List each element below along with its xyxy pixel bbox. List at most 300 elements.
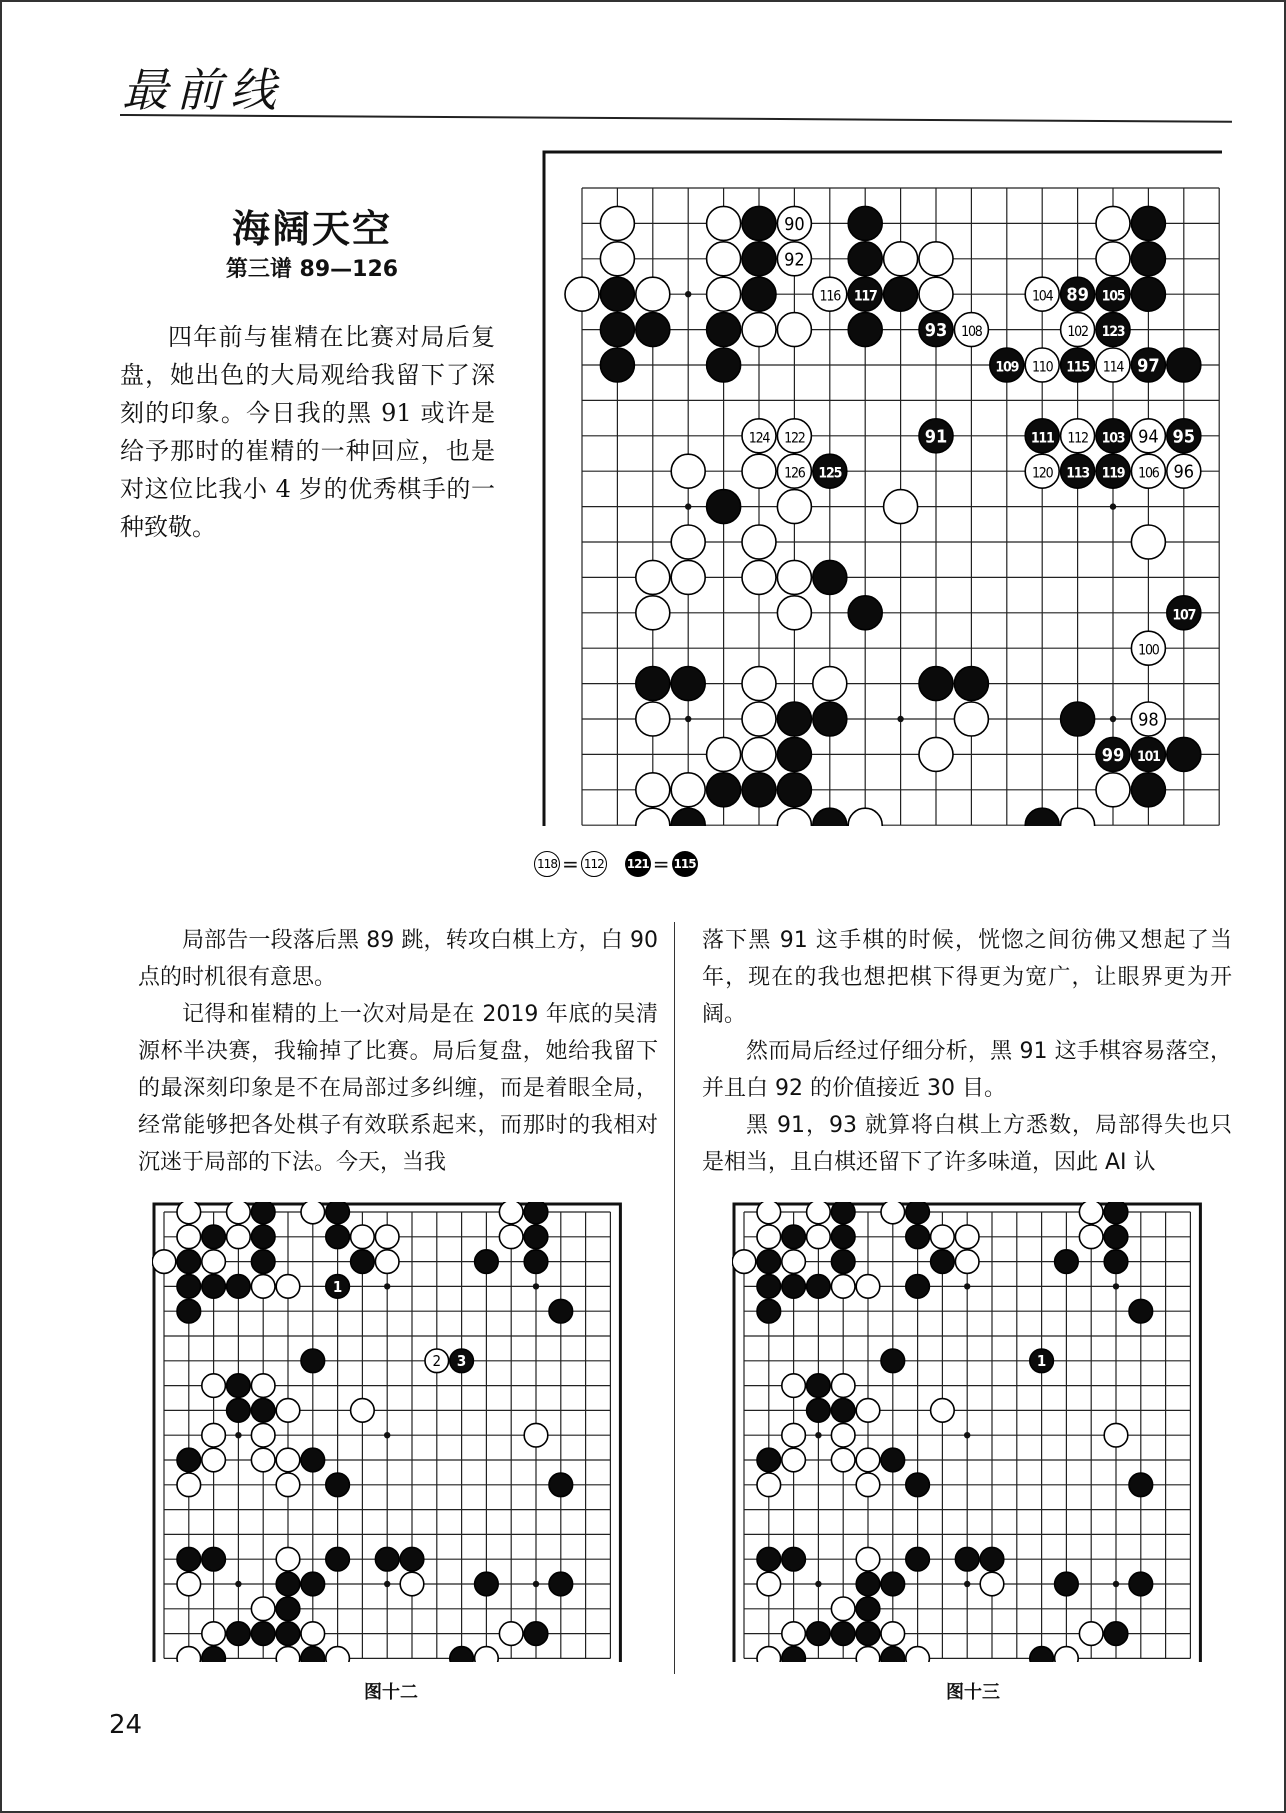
white-stone — [177, 1202, 201, 1224]
white-stone — [777, 313, 811, 347]
white-stone — [742, 525, 776, 559]
star-point — [1113, 1581, 1119, 1587]
white-stone — [202, 1374, 226, 1398]
move-number: 107 — [1172, 607, 1196, 624]
move-number: 91 — [924, 426, 948, 448]
move-number: 102 — [1067, 324, 1088, 341]
white-stone — [636, 596, 670, 630]
black-stone — [636, 313, 670, 347]
black-stone — [251, 1399, 275, 1423]
black-stone — [671, 667, 705, 701]
white-stone — [600, 206, 634, 240]
white-stone — [251, 1448, 275, 1472]
white-stone — [831, 1423, 855, 1447]
numbered-white-stone — [425, 1349, 449, 1373]
move-number: 123 — [1101, 324, 1125, 341]
star-point — [384, 1283, 390, 1289]
black-stone — [848, 313, 882, 347]
white-stone — [856, 1275, 880, 1299]
black-stone — [881, 1572, 905, 1596]
star-point — [964, 1432, 970, 1438]
white-stone — [671, 560, 705, 594]
move-number: 124 — [748, 430, 770, 447]
star-point — [1110, 503, 1116, 509]
black-stone — [276, 1622, 300, 1646]
move-number: 114 — [1102, 359, 1124, 376]
white-stone — [276, 1275, 300, 1299]
numbered-black-stone — [1025, 419, 1059, 453]
paragraph: 记得和崔精的上一次对局是在 2019 年底的吴清源杯半决赛，我输掉了比赛。局后复盘，她给我留下的最深刻印象是不在局部过多纠缠，而是着眼全局，经常能够把各处棋子有效联系起来，而那时的我相对沉迷于局部的下法。今天，当我 — [138, 1002, 658, 1175]
black-stone — [931, 1250, 955, 1274]
white-stone — [777, 596, 811, 630]
black-stone — [881, 1448, 905, 1472]
black-stone — [906, 1547, 930, 1571]
star-point — [235, 1581, 241, 1587]
white-stone — [955, 1225, 979, 1249]
black-stone — [807, 1622, 831, 1646]
white-stone — [856, 1399, 880, 1423]
black-stone — [177, 1448, 201, 1472]
move-number: 98 — [1138, 709, 1159, 731]
star-point — [685, 291, 691, 297]
white-stone — [707, 737, 741, 771]
black-stone — [807, 1275, 831, 1299]
star-point — [685, 503, 691, 509]
black-stone — [1104, 1225, 1128, 1249]
white-stone — [782, 1374, 806, 1398]
black-stone — [856, 1572, 880, 1596]
black-stone — [227, 1399, 251, 1423]
white-stone — [276, 1547, 300, 1571]
right-column-text — [702, 922, 1232, 1181]
numbered-black-stone — [990, 348, 1024, 382]
move-number: 2 — [432, 1352, 442, 1371]
white-stone — [400, 1572, 424, 1596]
header-rule — [120, 114, 1232, 123]
white-stone — [1079, 1202, 1103, 1224]
black-stone — [782, 1225, 806, 1249]
intro-paragraph: 四年前与崔精在比赛对局后复盘，她出色的大局观给我留下了深刻的印象。今日我的黑 91 或许是给予那时的崔精的一种回应，也是对这位比我小 4 岁的优秀棋手的一种致敬。 — [120, 323, 495, 541]
white-stone — [202, 1423, 226, 1447]
numbered-black-stone — [848, 277, 882, 311]
black-stone — [777, 737, 811, 771]
black-stone — [1131, 773, 1165, 807]
legend-black-stone: 115 — [672, 851, 698, 877]
move-number: 122 — [784, 430, 805, 447]
legend-white-stone: 118 — [534, 851, 560, 877]
move-number: 103 — [1101, 430, 1125, 447]
black-stone — [906, 1275, 930, 1299]
move-number: 93 — [924, 320, 948, 342]
paragraph: 局部告一段落后黑 89 跳，转攻白棋上方，白 90 点的时机很有意思。 — [138, 928, 658, 990]
black-stone — [707, 348, 741, 382]
black-stone — [549, 1473, 573, 1497]
white-stone — [707, 277, 741, 311]
black-stone — [1131, 242, 1165, 276]
numbered-black-stone — [813, 454, 847, 488]
black-stone — [757, 1448, 781, 1472]
white-stone — [1079, 1622, 1103, 1646]
numbered-black-stone — [1096, 419, 1130, 453]
white-stone — [1096, 773, 1130, 807]
black-stone — [326, 1547, 350, 1571]
white-stone — [326, 1647, 350, 1662]
black-stone — [1167, 737, 1201, 771]
white-stone — [524, 1423, 548, 1447]
black-stone — [807, 1399, 831, 1423]
white-stone — [177, 1473, 201, 1497]
black-stone — [177, 1275, 201, 1299]
move-number: 119 — [1101, 465, 1125, 482]
black-stone — [400, 1547, 424, 1571]
black-stone — [600, 313, 634, 347]
white-stone — [1104, 1423, 1128, 1447]
white-stone — [276, 1399, 300, 1423]
black-stone — [450, 1647, 474, 1662]
white-stone — [931, 1399, 955, 1423]
move-number: 94 — [1138, 426, 1159, 448]
white-stone — [831, 1374, 855, 1398]
black-stone — [848, 206, 882, 240]
black-stone — [276, 1597, 300, 1621]
numbered-black-stone — [1030, 1349, 1054, 1373]
numbered-white-stone — [813, 277, 847, 311]
star-point — [815, 1581, 821, 1587]
move-number: 95 — [1172, 426, 1196, 448]
black-stone — [856, 1622, 880, 1646]
white-stone — [251, 1597, 275, 1621]
black-stone — [1061, 702, 1095, 736]
white-stone — [202, 1448, 226, 1472]
black-stone — [301, 1647, 325, 1662]
move-number: 100 — [1138, 642, 1159, 659]
figure-13-caption: 图十三 — [946, 1682, 1000, 1703]
numbered-black-stone — [1131, 737, 1165, 771]
white-stone — [777, 490, 811, 524]
black-stone — [742, 206, 776, 240]
black-stone — [227, 1374, 251, 1398]
black-stone — [881, 1647, 905, 1662]
white-stone — [1096, 206, 1130, 240]
white-stone — [636, 773, 670, 807]
numbered-black-stone — [1061, 348, 1095, 382]
numbered-black-stone — [919, 419, 953, 453]
numbered-white-stone — [1131, 419, 1165, 453]
black-stone — [856, 1597, 880, 1621]
numbered-white-stone — [777, 206, 811, 240]
white-stone — [782, 1448, 806, 1472]
move-number: 89 — [1066, 284, 1089, 306]
black-stone — [782, 1647, 806, 1662]
black-stone — [202, 1547, 226, 1571]
numbered-white-stone — [777, 242, 811, 276]
black-stone — [777, 773, 811, 807]
move-legend — [534, 850, 698, 878]
numbered-white-stone — [777, 419, 811, 453]
move-number: 3 — [456, 1352, 467, 1371]
paragraph: 黑 91，93 就算将白棋上方悉数，局部得失也只是相当，且白棋还留下了许多味道，因此 AI 认 — [702, 1113, 1232, 1175]
black-stone — [881, 1349, 905, 1373]
white-stone — [251, 1423, 275, 1447]
move-number: 90 — [784, 213, 805, 235]
numbered-white-stone — [954, 313, 988, 347]
column-brand: 最前线 — [122, 63, 284, 117]
black-stone — [831, 1622, 855, 1646]
black-stone — [1129, 1572, 1153, 1596]
black-stone — [980, 1547, 1004, 1571]
white-stone — [881, 1202, 905, 1224]
white-stone — [1079, 1225, 1103, 1249]
white-stone — [856, 1448, 880, 1472]
black-stone — [1131, 206, 1165, 240]
black-stone — [807, 1374, 831, 1398]
white-stone — [919, 737, 953, 771]
star-point — [1110, 716, 1116, 722]
numbered-white-stone — [777, 454, 811, 488]
white-stone — [831, 1275, 855, 1299]
white-stone — [301, 1202, 325, 1224]
numbered-black-stone — [1096, 454, 1130, 488]
numbered-white-stone — [1025, 277, 1059, 311]
numbered-black-stone — [1131, 348, 1165, 382]
white-stone — [757, 1572, 781, 1596]
white-stone — [884, 242, 918, 276]
star-point — [235, 1432, 241, 1438]
figure-12-caption: 图十二 — [364, 1682, 418, 1703]
black-stone — [301, 1448, 325, 1472]
black-stone — [549, 1572, 573, 1596]
black-stone — [1131, 277, 1165, 311]
white-stone — [251, 1275, 275, 1299]
legend-equals: = — [562, 852, 579, 876]
move-number: 112 — [1067, 430, 1088, 447]
white-stone — [782, 1622, 806, 1646]
star-point — [384, 1581, 390, 1587]
star-point — [533, 1283, 539, 1289]
black-stone — [742, 242, 776, 276]
white-stone — [856, 1547, 880, 1571]
white-stone — [919, 277, 953, 311]
white-stone — [955, 1250, 979, 1274]
black-stone — [524, 1622, 548, 1646]
white-stone — [757, 1647, 781, 1662]
white-stone — [600, 242, 634, 276]
black-stone — [1104, 1622, 1128, 1646]
white-stone — [742, 313, 776, 347]
numbered-black-stone — [1167, 419, 1201, 453]
black-stone — [251, 1202, 275, 1224]
numbered-white-stone — [1167, 454, 1201, 488]
numbered-white-stone — [1061, 419, 1095, 453]
black-stone — [1055, 1572, 1079, 1596]
move-number: 125 — [818, 465, 842, 482]
move-number: 115 — [1066, 359, 1089, 376]
black-stone — [782, 1547, 806, 1571]
black-stone — [251, 1622, 275, 1646]
white-stone — [251, 1374, 275, 1398]
white-stone — [671, 525, 705, 559]
move-number: 111 — [1030, 430, 1054, 447]
black-stone — [813, 702, 847, 736]
move-number: 116 — [819, 288, 841, 305]
white-stone — [856, 1647, 880, 1662]
star-point — [964, 1283, 970, 1289]
move-number: 105 — [1101, 288, 1125, 305]
white-stone — [980, 1572, 1004, 1596]
main-go-board — [542, 150, 1222, 826]
white-stone — [881, 1622, 905, 1646]
white-stone — [499, 1202, 523, 1224]
black-stone — [326, 1202, 350, 1224]
white-stone — [931, 1225, 955, 1249]
numbered-black-stone — [1167, 596, 1201, 630]
legend-equals: = — [652, 852, 670, 876]
black-stone — [326, 1225, 350, 1249]
numbered-black-stone — [1096, 737, 1130, 771]
move-number: 126 — [784, 465, 805, 482]
black-stone — [549, 1299, 573, 1323]
black-stone — [782, 1275, 806, 1299]
move-number: 92 — [784, 249, 805, 271]
white-stone — [499, 1622, 523, 1646]
white-stone — [742, 560, 776, 594]
white-stone — [742, 737, 776, 771]
black-stone — [301, 1349, 325, 1373]
move-number: 113 — [1066, 465, 1089, 482]
numbered-black-stone — [1061, 277, 1095, 311]
white-stone — [1131, 525, 1165, 559]
numbered-black-stone — [919, 313, 953, 347]
move-number: 99 — [1101, 744, 1125, 766]
move-number: 1 — [332, 1277, 343, 1296]
move-number: 106 — [1138, 465, 1159, 482]
numbered-black-stone — [1061, 454, 1095, 488]
black-stone — [301, 1572, 325, 1596]
black-stone — [1104, 1202, 1128, 1224]
numbered-black-stone — [1096, 313, 1130, 347]
white-stone — [707, 206, 741, 240]
black-stone — [202, 1647, 226, 1662]
black-stone — [276, 1572, 300, 1596]
black-stone — [906, 1473, 930, 1497]
move-number: 108 — [961, 324, 982, 341]
black-stone — [707, 773, 741, 807]
black-stone — [757, 1250, 781, 1274]
black-stone — [227, 1622, 251, 1646]
move-number: 120 — [1031, 465, 1053, 482]
black-stone — [848, 242, 882, 276]
white-stone — [301, 1622, 325, 1646]
black-stone — [375, 1547, 399, 1571]
white-stone — [202, 1622, 226, 1646]
numbered-white-stone — [1131, 454, 1165, 488]
black-stone — [177, 1299, 201, 1323]
black-stone — [351, 1250, 375, 1274]
white-stone — [1096, 242, 1130, 276]
white-stone — [884, 490, 918, 524]
black-stone — [954, 667, 988, 701]
black-stone — [955, 1547, 979, 1571]
black-stone — [1104, 1250, 1128, 1274]
white-stone — [919, 242, 953, 276]
numbered-white-stone — [1096, 348, 1130, 382]
black-stone — [884, 277, 918, 311]
black-stone — [202, 1275, 226, 1299]
star-point — [533, 1581, 539, 1587]
move-number: 117 — [853, 288, 877, 305]
black-stone — [919, 667, 953, 701]
black-stone — [742, 277, 776, 311]
white-stone — [777, 560, 811, 594]
numbered-black-stone — [450, 1349, 474, 1373]
black-stone — [251, 1250, 275, 1274]
white-stone — [152, 1250, 176, 1274]
black-stone — [326, 1473, 350, 1497]
white-stone — [807, 1202, 831, 1224]
figure-12-go-board — [152, 1202, 632, 1662]
paragraph: 然而局后经过仔细分析，黑 91 这手棋容易落空，并且白 92 的价值接近 30 目。 — [702, 1039, 1232, 1101]
white-stone — [831, 1597, 855, 1621]
black-stone — [831, 1225, 855, 1249]
white-stone — [276, 1448, 300, 1472]
article-subtitle: 第三谱 89—126 — [225, 257, 399, 282]
black-stone — [1129, 1473, 1153, 1497]
black-stone — [757, 1275, 781, 1299]
star-point — [384, 1432, 390, 1438]
black-stone — [251, 1225, 275, 1249]
white-stone — [707, 242, 741, 276]
black-stone — [831, 1202, 855, 1224]
white-stone — [351, 1399, 375, 1423]
move-number: 101 — [1137, 748, 1160, 765]
move-number: 1 — [1036, 1352, 1047, 1371]
white-stone — [954, 702, 988, 736]
black-stone — [906, 1225, 930, 1249]
white-stone — [671, 454, 705, 488]
white-stone — [636, 702, 670, 736]
black-stone — [831, 1399, 855, 1423]
paragraph: 落下黑 91 这手棋的时候，恍惚之间彷佛又想起了当年，现在的我也想把棋下得更为宽广，让眼界更为开阔。 — [702, 928, 1232, 1027]
black-stone — [1167, 348, 1201, 382]
move-number: 96 — [1173, 461, 1195, 483]
article-title: 海阔天空 — [231, 207, 392, 251]
black-stone — [742, 773, 776, 807]
black-stone — [475, 1572, 499, 1596]
legend-white-stone: 112 — [581, 851, 607, 877]
black-stone — [707, 313, 741, 347]
move-number: 109 — [995, 359, 1019, 376]
black-stone — [831, 1250, 855, 1274]
white-stone — [177, 1572, 201, 1596]
white-stone — [757, 1225, 781, 1249]
numbered-black-stone — [1096, 277, 1130, 311]
white-stone — [742, 702, 776, 736]
numbered-white-stone — [1025, 348, 1059, 382]
legend-black-stone: 121 — [625, 851, 651, 877]
white-stone — [782, 1423, 806, 1447]
move-number: 97 — [1137, 355, 1160, 377]
black-stone — [524, 1202, 548, 1224]
white-stone — [782, 1250, 806, 1274]
move-number: 110 — [1031, 359, 1053, 376]
white-stone — [202, 1250, 226, 1274]
numbered-white-stone — [1061, 313, 1095, 347]
black-stone — [848, 596, 882, 630]
numbered-white-stone — [1025, 454, 1059, 488]
star-point — [897, 716, 903, 722]
black-stone — [1030, 1647, 1054, 1662]
white-stone — [732, 1250, 756, 1274]
